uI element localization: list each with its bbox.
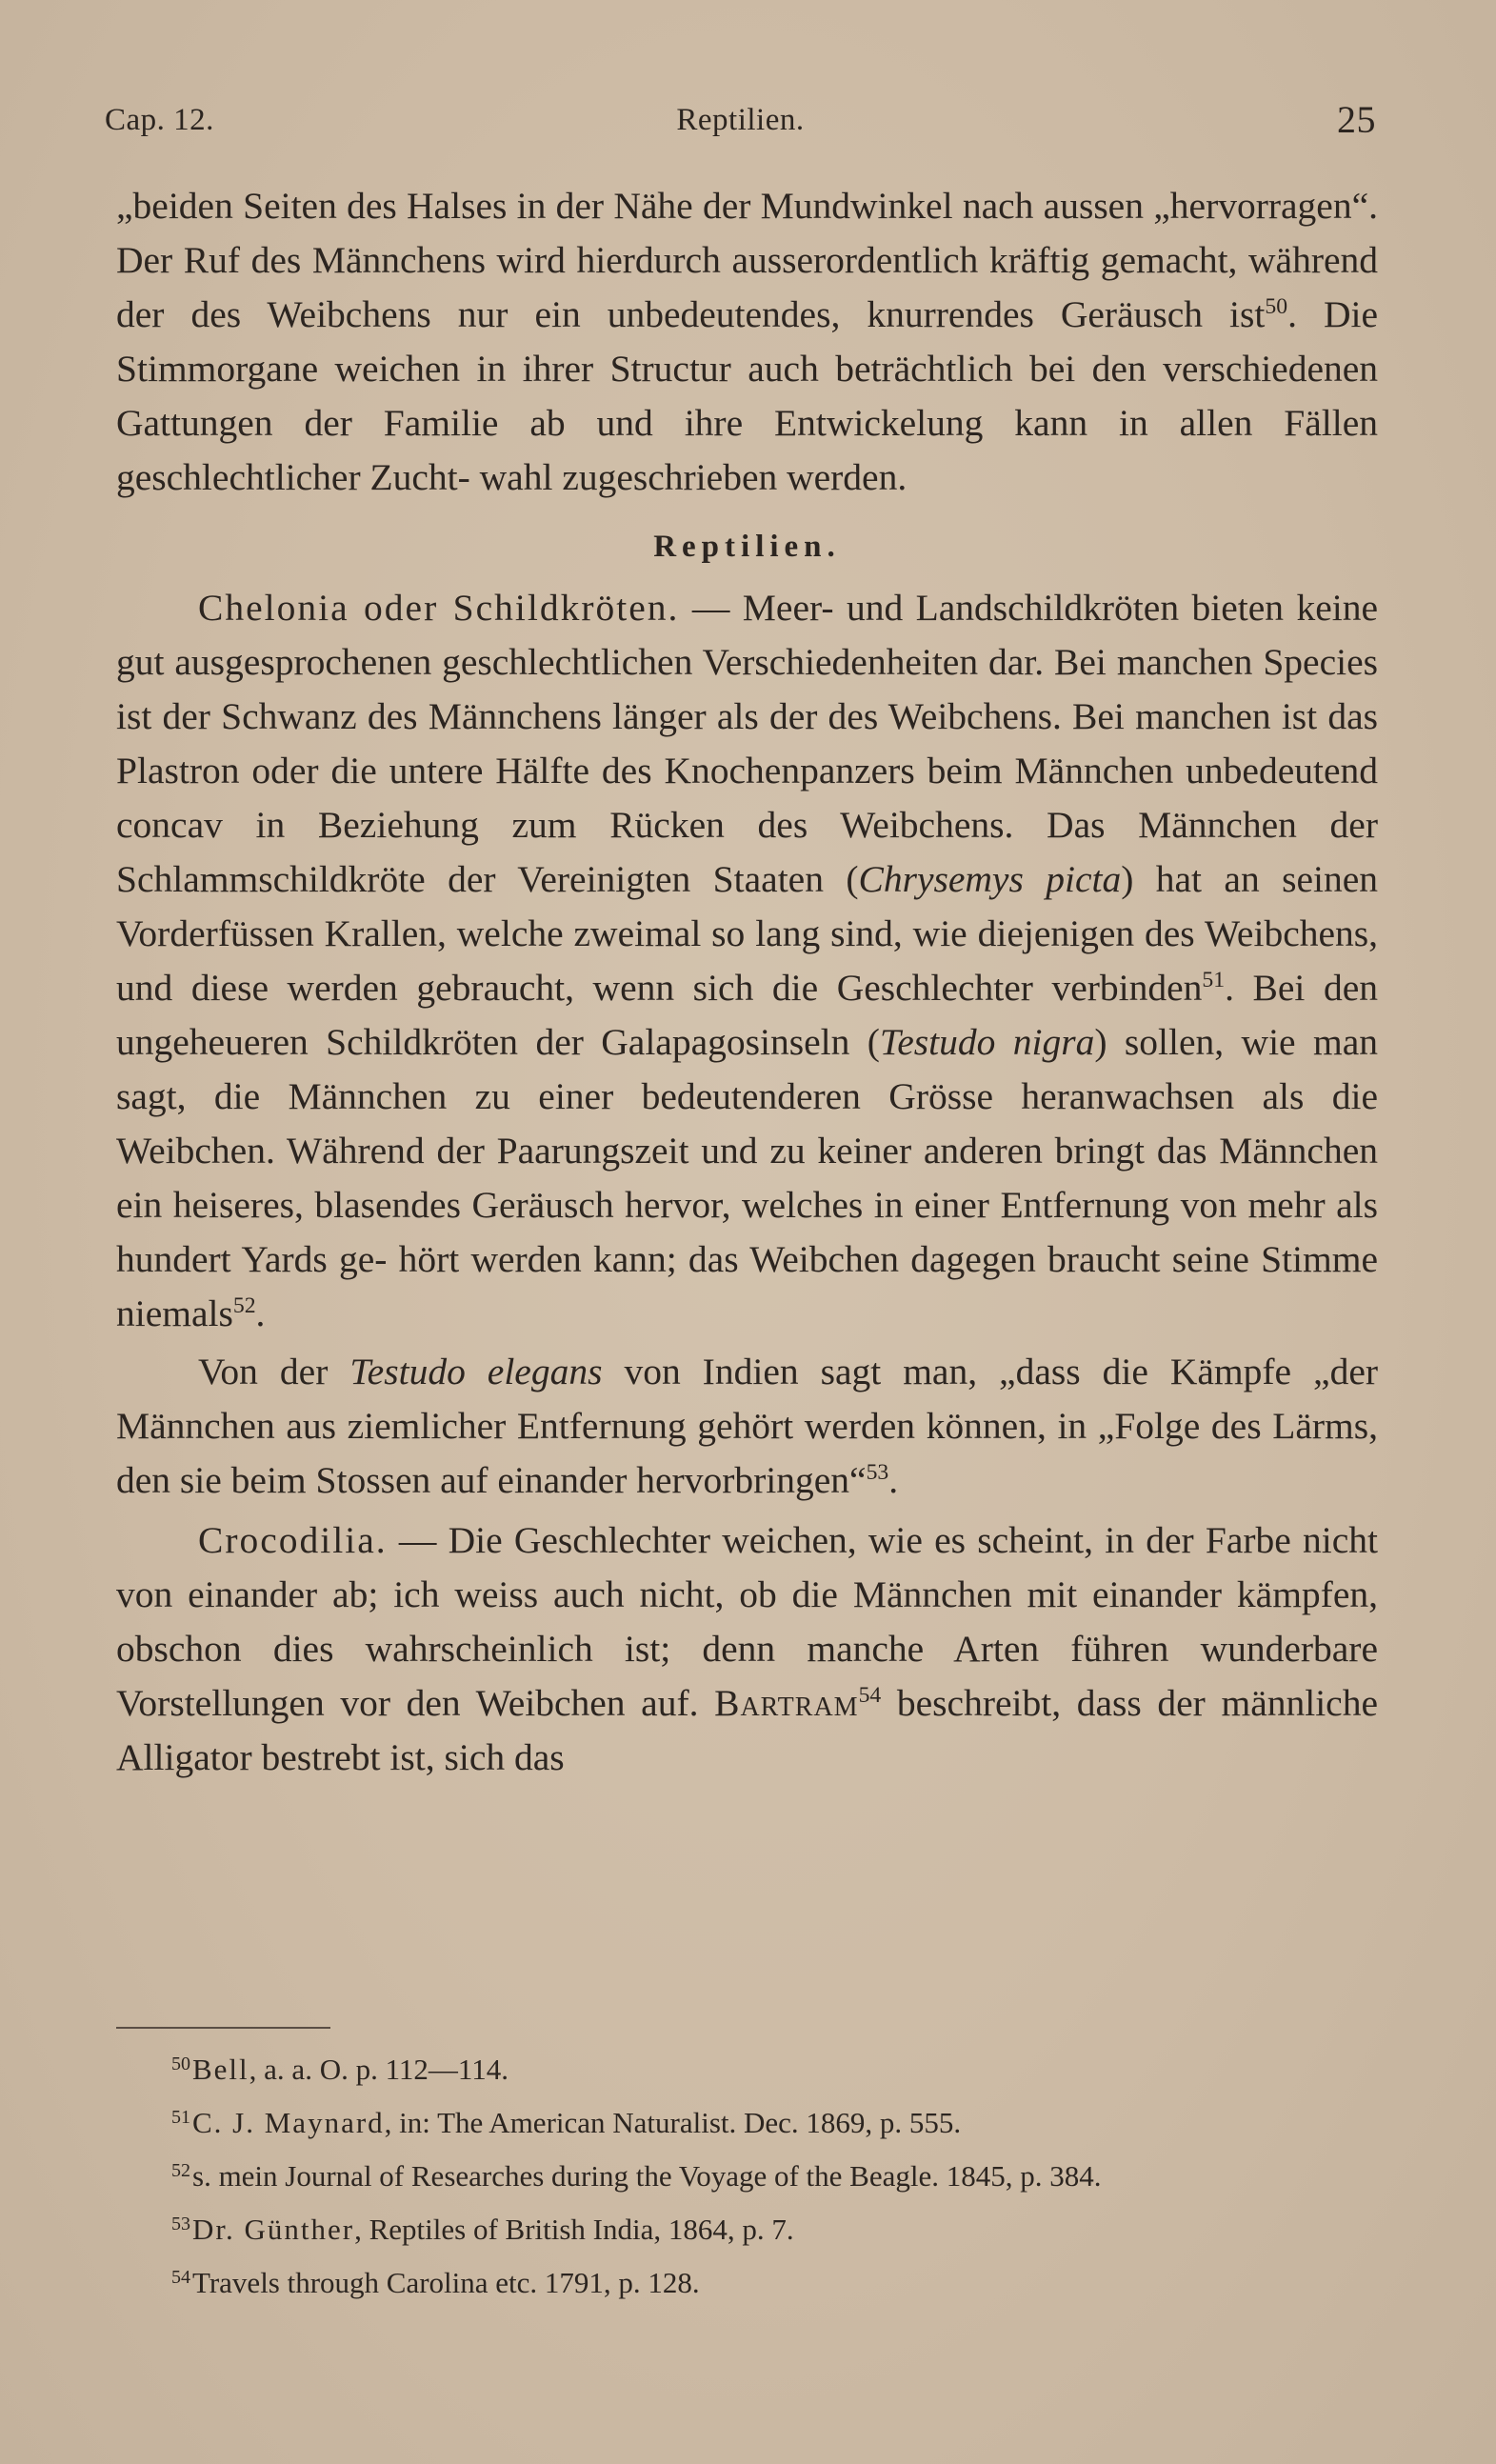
species-name: Testudo elegans bbox=[349, 1351, 603, 1392]
footnote-number: 50 bbox=[171, 2053, 190, 2074]
text-line: und ihre Entwickelung kann in allen Fällen geschlechtlicher Zucht- bbox=[116, 402, 1378, 498]
footnote-ref: 51 bbox=[1202, 967, 1226, 992]
footnote-ref: 54 bbox=[858, 1682, 882, 1708]
footnote-text: Travels through Carolina etc. 1791, p. 128. bbox=[192, 2266, 700, 2299]
text-line: knurrendes Geräusch ist bbox=[867, 293, 1266, 335]
footnote-ref: 52 bbox=[232, 1292, 256, 1318]
paragraph-testudo bbox=[116, 1345, 1378, 1508]
species-name: Testudo nigra bbox=[879, 1021, 1095, 1063]
text-run: — Meer- und Landschildkröten bieten keine gut ausgesprochenen geschlechtlichen Verschiedenheiten dar. Bei manchen Species ist der Schwanz des Männchens länger als der des Weibchens. Bei manchen ist das Plastron oder die untere Hälfte des Knochenpanzers beim Männchen unbedeutend concav in Beziehung zum Rücken des Weibchens. Das Männchen der Schlammschildkröte der Vereinigten Staaten ( bbox=[116, 587, 1378, 900]
footnote-ref: 50 bbox=[1265, 293, 1288, 319]
text-run: beschreibt, dass der männliche Alligator bestrebt ist, sich das bbox=[116, 1682, 1378, 1778]
footnote-text: s. mein Journal of Researches during the Voyage of the Beagle. 1845, p. 384. bbox=[192, 2159, 1102, 2193]
running-header bbox=[105, 95, 1376, 152]
footnote bbox=[116, 2254, 1378, 2307]
text-run: ) hat an seinen Vorderfüssen Krallen, welche zweimal so lang sind, wie diejenigen des Weibchens, und diese werden gebraucht, wenn sich die Geschlechter verbinden bbox=[116, 858, 1378, 1009]
chapter-label: Cap. 12. bbox=[105, 103, 214, 137]
footnote-number: 54 bbox=[171, 2267, 190, 2288]
footnote bbox=[116, 2093, 1378, 2147]
footnote-number: 51 bbox=[171, 2107, 190, 2128]
footnote bbox=[116, 2147, 1378, 2200]
main-text bbox=[116, 179, 1378, 1785]
author-name: Bartram bbox=[714, 1682, 859, 1724]
text-run: von Indien sagt man, „dass die Kämpfe „der Männchen aus ziemlicher Entfernung gehört werden können, in „Folge des Lärms, den sie beim Stossen auf einander hervorbringen“ bbox=[116, 1351, 1379, 1501]
species-name: Chrysemys picta bbox=[858, 858, 1122, 900]
footnote-number: 53 bbox=[171, 2214, 190, 2234]
footnote-text: , in: The American Naturalist. Dec. 1869, p. 555. bbox=[384, 2106, 962, 2139]
text-line: . Die Stimmorgane weichen in ihrer Structur bbox=[116, 293, 1378, 390]
section-heading: Reptilien. bbox=[653, 530, 841, 564]
page-number: 25 bbox=[1337, 98, 1376, 141]
footnote bbox=[116, 2040, 1378, 2093]
footnote bbox=[116, 2200, 1378, 2254]
subsection-lead: Crocodilia. bbox=[198, 1519, 388, 1561]
text-line: kräftig gemacht, während der des Weibchens nur ein unbedeutendes, bbox=[116, 239, 1379, 335]
text-line: „hervorragen“. Der Ruf des Männchens wird hierdurch ausserordentlich bbox=[116, 185, 1378, 281]
paragraph-chelonia bbox=[116, 581, 1378, 1341]
text-run: ) sollen, wie man sagt, die Männchen zu einer bedeutenderen Grösse heranwachsen als die Weibchen. Während der Paarungszeit und zu keiner anderen bringt das Männchen ein heiseres, blasendes Geräusch hervor, welches in einer Entfernung von mehr als hundert Yards ge- hört werden kann; das Weibchen dagegen braucht seine Stimme niemals bbox=[116, 1021, 1378, 1334]
text-run: . bbox=[255, 1292, 266, 1334]
paragraph-crocodilia bbox=[116, 1513, 1378, 1785]
footnote-author: Bell bbox=[192, 2053, 249, 2086]
footnotes bbox=[116, 2040, 1378, 2307]
text-run: — Die Geschlechter weichen, wie es scheint, in der Farbe nicht von einander ab; ich weiss auch nicht, ob die Männchen mit einander kämpfen, obschon dies wahrscheinlich ist; denn manche Arten führen wunderbare Vorstellungen vor den Weibchen auf. bbox=[116, 1519, 1378, 1724]
paragraph-continuation bbox=[116, 179, 1378, 505]
text-run: . bbox=[888, 1459, 899, 1501]
footnote-number: 52 bbox=[171, 2160, 190, 2181]
text-line: auch beträchtlich bei den verschiedenen Gattungen der Familie ab bbox=[116, 348, 1379, 444]
subsection-lead: Chelonia oder Schildkröten. bbox=[198, 587, 680, 629]
footnote-divider bbox=[116, 2027, 330, 2029]
footnote-text: , a. a. O. p. 112—114. bbox=[249, 2053, 509, 2086]
text-run: . Bei den ungeheueren Schildkröten der Galapagosinseln ( bbox=[116, 967, 1379, 1063]
footnote-author: Dr. Günther bbox=[192, 2213, 355, 2246]
text-run: Von der bbox=[198, 1351, 350, 1392]
footnote-text: , Reptiles of British India, 1864, p. 7. bbox=[354, 2213, 794, 2246]
text-line: „beiden Seiten des Halses in der Nähe der Mundwinkel nach aussen bbox=[116, 185, 1144, 227]
footnote-author: C. J. Maynard bbox=[192, 2106, 385, 2139]
text-line: wahl zugeschrieben werden. bbox=[479, 456, 908, 498]
running-title: Reptilien. bbox=[676, 103, 805, 137]
footnote-ref: 53 bbox=[866, 1459, 889, 1485]
